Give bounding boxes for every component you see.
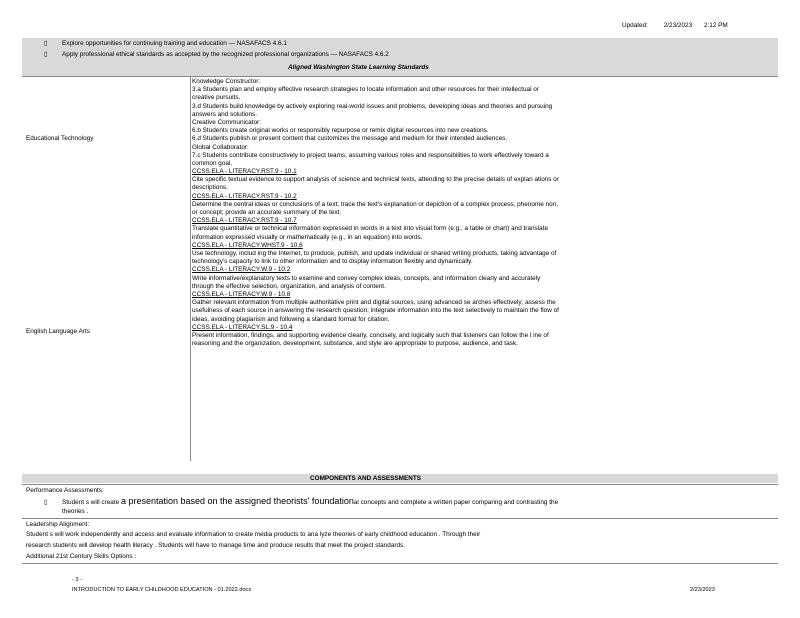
ed-tech-line: 7.c Students contribute constructively to project teams, assuming various roles and responsibilities to work effectively toward a: [192, 151, 549, 159]
ela-block: [192, 168, 776, 193]
ela-block: [192, 324, 776, 349]
ela-content: [192, 168, 776, 348]
footer-date: 2/23/2023: [690, 587, 715, 593]
standard-text: Determine the central ideas or conclusions of a text; trace the text's explanation or depiction of a complex process, phenome non,: [192, 200, 559, 208]
ed-tech-line: Knowledge Constructor:: [192, 78, 261, 85]
performance-line-2: theories .: [62, 508, 89, 515]
table-bottom-border: [22, 563, 778, 564]
updated-date: 2/23/2023: [663, 22, 693, 29]
ed-tech-line: 3.d Students build knowledge by actively exploring real-world issues and problems, developing ideas and theories and pursuing: [192, 102, 553, 110]
standard-text: descriptions.: [192, 184, 228, 192]
standard-code: CCSS.ELA - LITERACY.RST.9 - 10.2: [192, 192, 297, 200]
ed-tech-line: common goal.: [192, 160, 233, 168]
standard-code: CCSS.ELA - LITERACY.RST.9 - 10.1: [192, 168, 297, 175]
performance-line-1: ▯ Student s will create a presentation based on the assigned theorists' foundational concepts and complete a written paper comparing and contrasting the: [44, 496, 559, 506]
bullet-icon: ▯: [44, 40, 48, 47]
standard-text: Write informative/explanatory texts to examine and convey complex ideas, concepts, and information clearly and accurately: [192, 274, 541, 282]
ed-tech-line: 3.a Students plan and employ effective research strategies to locate information and other resources for their intellectual or: [192, 86, 539, 94]
standard-text: Cite specific textual evidence to support analysis of science and technical texts, attending to the precise details of explan ations or: [192, 176, 559, 184]
components-heading: COMPONENTS AND ASSESSMENTS: [310, 475, 422, 482]
page-number: - 3 -: [72, 577, 82, 583]
ed-tech-line: 6.d Students publish or present content that customizes the message and medium for their intended audiences.: [192, 135, 508, 143]
standard-text: or concept; provide an accurate summary of the text.: [192, 209, 342, 217]
ela-block: [192, 242, 776, 267]
ela-label: English Language Arts: [26, 328, 90, 335]
leadership-line-2: research students will develop health literacy . Students will have to manage time and produce results that meet the project standards.: [26, 542, 406, 549]
leadership-line-1: Student s will work independently and access and evaluate information to create media products to ana lyze theories of early childhood education . Through their: [26, 531, 481, 538]
table-divider: [190, 76, 191, 461]
ela-block: [192, 291, 776, 324]
leadership-label: Leadership Alignment:: [26, 521, 90, 528]
ed-tech-line: Global Collaborator:: [192, 143, 249, 151]
updated-time: 2:12 PM: [703, 22, 728, 29]
standard-text: information expressed visually or mathematically (e.g., in an equation) into words.: [192, 233, 423, 241]
ed-tech-line: answers and solutions.: [192, 110, 258, 118]
leadership-line-3: Additional 21st Century Skills Options :: [26, 553, 137, 560]
aligned-standards-heading: Aligned Washington State Learning Standards: [288, 64, 429, 71]
ed-tech-line: 6.b Students create original works or responsibly repurpose or remix digital resources into new creations.: [192, 127, 489, 135]
performance-label: Performance Assessments:: [26, 487, 104, 494]
standard-code: CCSS.ELA - LITERACY.WHST.9 - 10.6: [192, 241, 303, 249]
table-top-border: [22, 76, 778, 77]
standard-code: CCSS.ELA - LITERACY.W.9 - 10.2: [192, 266, 291, 274]
section-rule: [22, 518, 778, 519]
standard-line-2: ▯ Apply professional ethical standards as accepted by the recognized professional organizations — NASAFACS 4.6.2: [44, 51, 389, 58]
footer-doc-name: INTRODUCTION TO EARLY CHILDHOOD EDUCATION - 01.2022.docx: [72, 587, 252, 593]
bullet-icon: ▯: [44, 51, 48, 58]
standard-code: CCSS.ELA - LITERACY.W.9 - 10.8: [192, 291, 291, 299]
standard-text: usefulness of each source in answering the research question; integrate information into the text selectively to maintain the flow of: [192, 307, 559, 315]
components-rule: [22, 484, 778, 485]
updated-stamp: [622, 22, 728, 30]
standard-text: Translate quantitative or technical information expressed in words in a text into visual form (e.g., a table or chart) and translate: [192, 225, 549, 233]
ed-tech-line: creative pursuits.: [192, 94, 241, 102]
standard-code: CCSS.ELA - LITERACY.SL.9 - 10.4: [192, 323, 293, 331]
ela-block: [192, 217, 776, 242]
ed-tech-line: Creative Communicator:: [192, 119, 261, 127]
ela-block: [192, 266, 776, 291]
ed-tech-content: [192, 78, 776, 168]
standard-text: technology's capacity to link to other information and to display information flexibly and dynamically.: [192, 258, 473, 266]
standard-text: Use technology, includ ing the Internet, to produce, publish, and update individual or shared writing products, taking advantage of: [192, 250, 557, 258]
standard-text: Present information, findings, and supporting evidence clearly, concisely, and logically such that listeners can follow the l ine of: [192, 332, 549, 340]
standard-text: through the effective selection, organization, and analysis of content.: [192, 282, 386, 290]
standard-line-1: ▯ Explore opportunities for continuing training and education — NASAFACS 4.6.1: [44, 40, 287, 47]
standard-text: reasoning and the organization, development, substance, and style are appropriate to purpose, audience, and task.: [192, 340, 518, 348]
standard-code: CCSS.ELA - LITERACY.RST.9 - 10.7: [192, 217, 297, 225]
ed-tech-label: Educational Technology: [26, 135, 94, 142]
bullet-icon: ▯: [44, 499, 48, 506]
standard-text: Gather relevant information from multiple authoritative print and digital sources, using advanced se arches effectively; assess the: [192, 299, 556, 307]
updated-label: Updated:: [622, 22, 648, 29]
standard-text: ideas, avoiding plagiarism and following a standard format for citation.: [192, 315, 390, 323]
ela-block: [192, 193, 776, 218]
